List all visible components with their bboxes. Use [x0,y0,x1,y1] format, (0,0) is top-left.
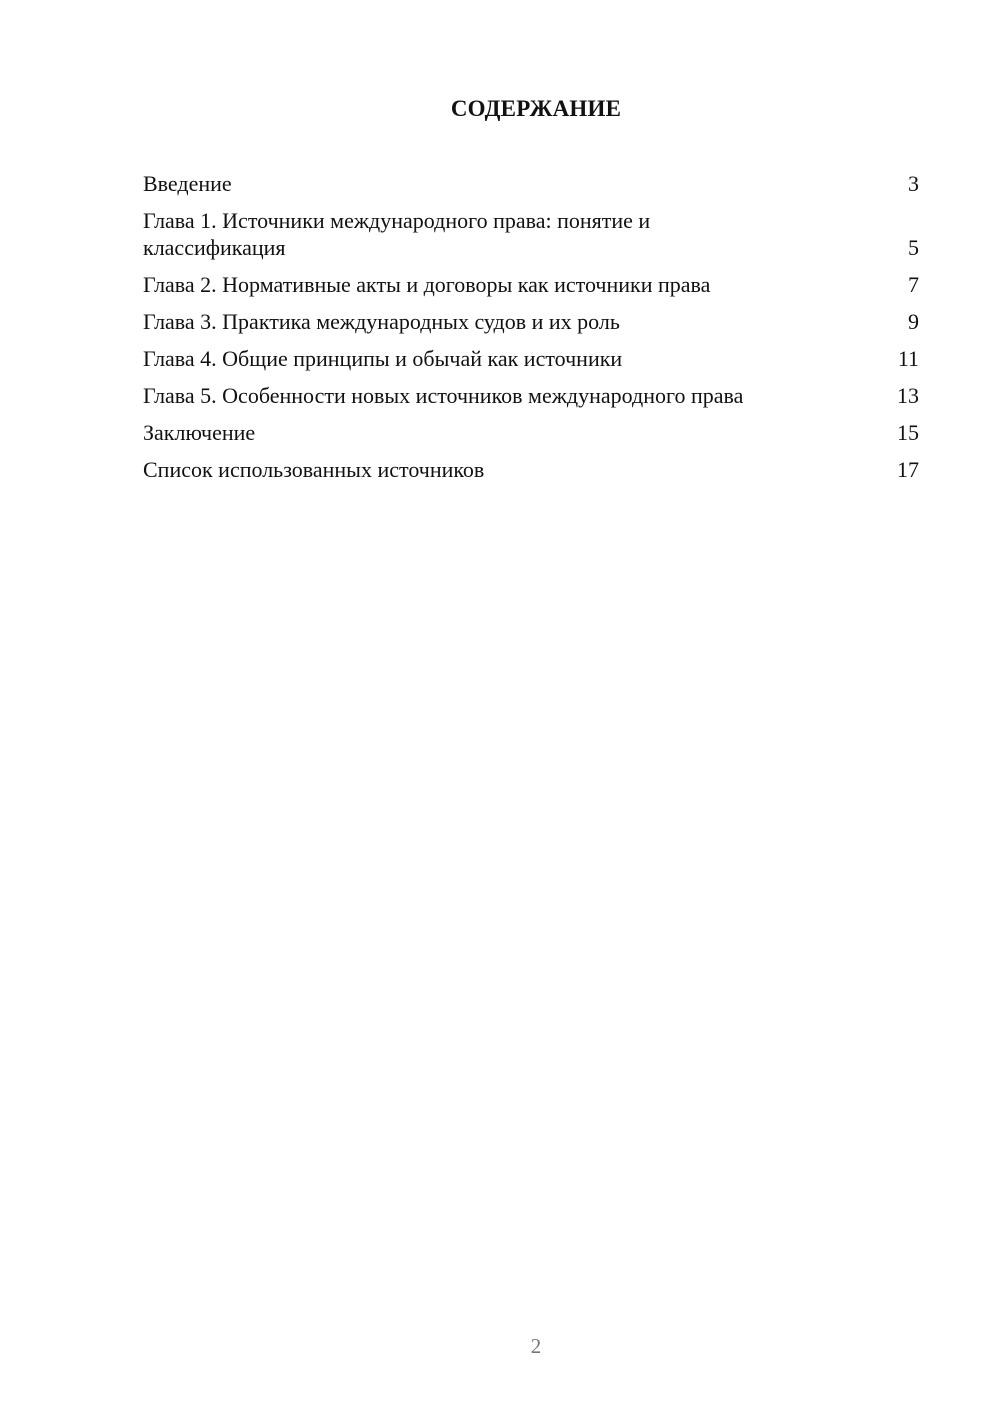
toc-entry-chapter-5[interactable] [143,382,919,409]
toc-entry-references[interactable] [143,456,919,483]
toc-entry-chapter-4[interactable] [143,345,919,372]
toc-entry-chapter-3[interactable] [143,308,919,335]
toc-entry-page: 17 [897,457,919,482]
toc-entry-page: 9 [908,309,919,334]
toc-entry-label: Глава 1. Источники международного права: понятие и классификация [143,208,651,260]
toc-entry-label: Введение [143,171,232,196]
toc-entry-label: Глава 4. Общие принципы и обычай как источники [143,346,623,371]
toc-entry-label: Глава 5. Особенности новых источников международного права [143,383,744,408]
toc-entry-page: 5 [908,235,919,260]
toc-entry-page: 13 [897,383,919,408]
toc-entry-label: Список использованных источников [143,457,485,482]
table-of-contents [143,170,919,493]
toc-entry-chapter-1[interactable] [143,207,919,261]
toc-entry-page: 7 [908,272,919,297]
toc-entry-page: 15 [897,420,919,445]
toc-entry-label: Заключение [143,420,256,445]
toc-entry-page: 3 [908,171,919,196]
page-number: 2 [530,1334,542,1358]
toc-entry-page: 11 [897,346,919,371]
toc-entry-conclusion[interactable] [143,419,919,446]
toc-entry-chapter-2[interactable] [143,271,919,298]
toc-entry-label: Глава 3. Практика международных судов и их роль [143,309,620,334]
page-title: СОДЕРЖАНИЕ [450,96,622,121]
toc-entry-introduction[interactable] [143,170,919,197]
toc-entry-label: Глава 2. Нормативные акты и договоры как источники права [143,272,711,297]
